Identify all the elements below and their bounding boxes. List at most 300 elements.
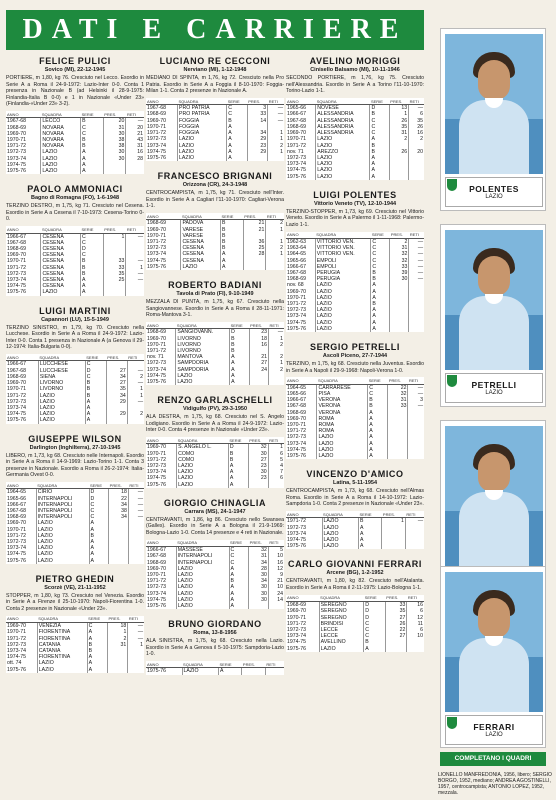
table-cell: — [137, 508, 143, 514]
sticker-card-1[interactable] [440, 28, 546, 211]
table-cell: 1968-69 [146, 560, 176, 566]
table-row [146, 379, 284, 385]
table-cell: A [229, 584, 249, 590]
table-cell: 27 [106, 380, 127, 386]
player-block [6, 574, 144, 673]
table-cell [103, 289, 126, 295]
player-block [286, 559, 424, 651]
table-cell: 1974-75 [146, 149, 178, 155]
table-header-row [286, 98, 424, 105]
table-cell: B [220, 220, 243, 227]
table-cell: 1967-68 [146, 553, 176, 559]
table-cell: 2 [280, 142, 283, 149]
table-cell: 1969-70 [286, 130, 316, 136]
table-cell: C [368, 391, 388, 397]
table-cell: A [230, 354, 249, 360]
table-cell: 31 [388, 397, 408, 403]
table-cell: A [368, 422, 388, 428]
table-header: ANNO [6, 226, 41, 233]
table-cell: B [85, 380, 106, 386]
player-name: PIETRO GHEDIN [35, 573, 115, 584]
table-cell: 1975-76 [286, 543, 322, 549]
table-cell: B [87, 648, 107, 654]
table-cell: 1972-73 [6, 539, 36, 545]
table-cell: 5 [280, 456, 283, 463]
player-birth: Vittorio Veneto (TV), 12-10-1944 [313, 200, 397, 207]
player-bio: TERZINO DESTRO, m 1,75, kg 71. Cresciuto nel Cesena. Esordio in Serie A a Cesena il 7-10-1973: Cesena-Torino 0-0. [6, 203, 144, 223]
table-row [286, 239, 424, 246]
table-cell: LAZIO [41, 168, 81, 174]
table-cell: 1969-70 [286, 608, 319, 614]
player-bio: ALA SINISTRA, m 1,75, kg 68. Cresciuto nella Lazio. Esordio in Serie A a Genova il 5-10-1975: Sampdoria-Lazio 1-0. [146, 638, 284, 658]
table-cell: ott. 74 [6, 660, 37, 666]
table-cell: 1975-76 [286, 174, 316, 180]
table-cell: nov. 68 [286, 282, 315, 288]
career-table [146, 437, 284, 488]
table-cell: 20 [103, 118, 126, 125]
table-cell: D [364, 602, 386, 609]
table-cell: 1973-74 [146, 251, 181, 257]
table-cell: — [417, 276, 423, 283]
table-cell: PERUGIA [315, 276, 371, 282]
table-cell: 1970-71 [6, 258, 41, 264]
table-cell: 26 [385, 621, 407, 627]
table-cell: C [370, 124, 389, 130]
table-cell: FOGGIA [178, 130, 227, 136]
table-cell: 34 [247, 130, 267, 136]
player-birth: Ascoli Piceno, 27-7-1944 [322, 353, 388, 360]
table-row [6, 623, 144, 630]
table-cell: 2 [140, 373, 143, 380]
table-cell [265, 668, 284, 675]
table-cell: B [85, 393, 106, 399]
table-cell: LAZIO [317, 447, 368, 453]
table-cell: 1975-76 [6, 667, 37, 673]
table-header: RETI [266, 213, 284, 220]
table-cell: A [89, 527, 109, 533]
complete-banner: COMPLETANO I QUADRI [440, 752, 546, 766]
table-cell: 28 [243, 251, 266, 257]
table-header: SQUADRA [41, 226, 81, 233]
table-row [6, 289, 144, 295]
table-cell: 1966-67 [6, 502, 36, 508]
table-cell: CESENA [181, 239, 221, 245]
table-cell: 1972-73 [146, 463, 177, 469]
table-header: ANNO [286, 595, 319, 602]
table-header: ANNO [286, 98, 316, 105]
table-cell: 1967-68 [6, 240, 41, 246]
table-cell: 1974-75 [146, 475, 177, 481]
table-cell [405, 543, 424, 549]
table-cell: ALESSANDRIA [316, 130, 370, 136]
table-header: RETI [126, 111, 144, 118]
table-header: RETI [268, 98, 284, 105]
table-cell: LAZIO [178, 136, 227, 142]
table-cell: 1974-75 [146, 597, 176, 603]
table-cell: LAZIO [36, 533, 89, 539]
table-cell: 1971-72 [146, 348, 176, 354]
table-cell: 1 [140, 264, 143, 271]
table-cell: 1965-66 [286, 258, 315, 264]
table-cell: ALESSANDRIA [316, 124, 370, 130]
table-cell: 1973-74 [146, 143, 178, 149]
table-cell: 1 [103, 233, 126, 240]
table-header: PRES. [389, 98, 408, 105]
table-cell: FIORENTINA [37, 629, 87, 635]
player-birth: Cinisello Balsamo (MI), 10-11-1946 [310, 67, 400, 73]
table-cell: D [370, 105, 389, 112]
table-cell: 35 [106, 386, 127, 392]
table-cell: LAZIO [176, 584, 229, 590]
table-cell [389, 174, 408, 180]
table-header: PRES. [385, 595, 407, 602]
table-header-row [286, 232, 424, 239]
table-cell: 21 [243, 227, 266, 233]
table-cell: FIORENTINA [37, 636, 87, 642]
player-block [146, 171, 284, 270]
table-header: SERIE [227, 98, 247, 105]
table-cell: PERUGIA [315, 270, 371, 276]
table-cell: 1969-70 [6, 623, 37, 630]
table-cell: A [371, 326, 390, 332]
table-cell: 2 [280, 245, 283, 252]
table-cell: 1972-73 [6, 149, 41, 155]
table-cell: 31 [137, 143, 143, 150]
table-cell [269, 379, 284, 385]
table-cell: B [368, 403, 388, 409]
table-cell: B [220, 245, 243, 251]
table-cell [106, 417, 127, 423]
table-cell: 1969-70 [6, 520, 36, 526]
career-table [146, 322, 284, 385]
table-cell: 1 [140, 392, 143, 399]
table-row [6, 417, 144, 423]
table-cell: COMO [177, 451, 229, 457]
table-cell: 1968-69 [6, 514, 36, 520]
table-cell: — [417, 270, 423, 277]
table-cell: 1967-68 [286, 270, 315, 276]
table-cell: A [229, 572, 249, 578]
table-header: PRES. [382, 511, 405, 518]
table-header-row [146, 322, 284, 329]
table-cell: A [368, 453, 388, 459]
career-table [6, 354, 144, 424]
table-header: ANNO [146, 661, 182, 668]
table-cell: A [218, 668, 241, 675]
table-cell: 1965-66 [286, 391, 317, 397]
table-cell: 33 [103, 265, 126, 271]
table-cell: LAZIO [178, 143, 227, 149]
table-cell: D [89, 496, 109, 502]
table-cell: A [368, 410, 388, 416]
column-2 [146, 56, 284, 685]
player-birth: Tavola di Prato (FI), 9-10-1949 [176, 291, 254, 298]
table-header: SQUADRA [36, 482, 89, 489]
table-cell: LIVORNO [38, 380, 85, 386]
table-cell: A [87, 660, 107, 666]
table-cell: SAMPDORIA [176, 367, 230, 373]
table-cell: 10 [417, 633, 423, 640]
table-cell: 6 [420, 626, 423, 633]
table-cell: LIVORNO [176, 336, 230, 342]
table-cell: A [81, 149, 104, 155]
player-bio: MEDIANO DI SPINTA, m 1,76, kg 72. Cresciuto nella Pro Patria. Esordio in Serie A a Foggia il 8-10-1970: Foggia-Milan 1-1. Conta 2 presenze in Nazionale A. [146, 75, 284, 95]
table-cell: A [85, 399, 106, 405]
table-row [146, 668, 284, 675]
table-cell: 27 [385, 633, 407, 639]
table-cell: C [85, 374, 106, 380]
table-cell: C [370, 130, 389, 136]
table-cell: LECCE [319, 627, 364, 633]
table-cell: A [227, 155, 247, 161]
table-cell: 1970-71 [6, 527, 36, 533]
table-cell: — [137, 623, 143, 630]
table-cell: SEREGNO [319, 608, 364, 614]
table-cell: 1968-69 [286, 602, 319, 609]
table-cell: C [364, 621, 386, 627]
table-cell: 35 [385, 608, 407, 614]
table-cell: 1973-74 [146, 367, 176, 373]
table-cell: 1971-72 [6, 265, 41, 271]
table-cell: 31 [108, 642, 128, 648]
table-cell: 26 [389, 118, 408, 124]
table-cell: 1972-73 [286, 525, 322, 531]
table-cell: 1 [389, 111, 408, 117]
table-cell: 21 [277, 578, 283, 585]
table-cell: 12 [417, 614, 423, 621]
table-cell: 18 [109, 489, 129, 496]
table-cell: A [228, 475, 248, 481]
table-cell: A [358, 543, 381, 549]
table-header: PRES. [390, 232, 409, 239]
table-cell [109, 558, 129, 564]
table-header: SERIE [364, 595, 386, 602]
card-label [445, 177, 543, 207]
table-cell: B [371, 276, 390, 282]
sticker-card-2[interactable] [440, 224, 546, 407]
table-cell: LAZIO [316, 143, 370, 149]
table-cell: 2 [280, 366, 283, 373]
table-cell: 1 [280, 239, 283, 245]
table-cell: FOGGIA [178, 118, 227, 124]
table-cell: 35 [389, 124, 408, 130]
table-cell: 1970-71 [146, 572, 176, 578]
table-row [146, 547, 284, 554]
table-cell: 35 [417, 117, 423, 124]
career-table [286, 232, 424, 333]
table-cell: 30 [249, 597, 269, 603]
table-cell: — [277, 105, 283, 112]
table-header: PRES. [108, 616, 128, 623]
table-header: RETI [407, 595, 424, 602]
table-header: SERIE [218, 661, 241, 668]
table-row [146, 155, 284, 161]
table-header: SERIE [358, 511, 381, 518]
table-cell: 30 [103, 131, 126, 137]
player-bio: PORTIERE, m 1,80, kg 76. Cresciuto nel Lecco. Esordio in Serie A a Roma il 24-9-1972: Lazio-Inter 0-0. Conta 1 presenza in Nazionale B (ad Helsinki il 28-9-1975: Finlandia-Italia B 0-0) e 1 in Nazionale «Under 23» (Finlandia-«Under 23» 3-2). [6, 75, 144, 108]
table-cell: B [230, 342, 249, 348]
table-cell: CESENA [41, 240, 81, 246]
table-header-row [286, 377, 424, 384]
table-cell: A [227, 130, 247, 136]
player-block [6, 434, 144, 564]
table-cell: 1971-72 [6, 393, 38, 399]
table-cell: LAZIO [177, 482, 229, 488]
table-cell: B [228, 451, 248, 457]
table-cell: 23 [248, 463, 268, 469]
table-cell: A [81, 156, 104, 162]
table-cell: CESENA [41, 271, 81, 277]
table-cell: 1971-72 [146, 130, 178, 136]
table-cell: A [227, 149, 247, 155]
table-cell: LAZIO [322, 537, 358, 543]
table-cell: A [87, 636, 107, 642]
career-table [146, 98, 284, 161]
table-cell: NOVESE [316, 105, 370, 112]
table-cell: 39 [390, 270, 409, 276]
table-cell: 1969-70 [146, 227, 181, 233]
table-cell: 1 [280, 360, 283, 367]
table-header-row [286, 511, 424, 518]
table-cell: LAZIO [37, 667, 87, 673]
sticker-sidebar [430, 0, 556, 800]
table-cell [409, 326, 424, 332]
table-cell: 1967-68 [286, 403, 317, 409]
table-cell: B [81, 118, 104, 125]
table-cell: B [81, 143, 104, 149]
player-name: ROBERTO BADIANI [168, 280, 262, 291]
table-cell: EMPOLI [315, 264, 371, 270]
player-bio: CENTRAVANTI, m 1,86, kg 86. Cresciuto nello Swansea (Galles). Esordio in Serie A a Bologna il 21-9-1969: Bologna-Lazio 1-0. Conta 14 presenze e 4 reti in Nazionale. [146, 516, 284, 537]
table-cell: C [229, 553, 249, 559]
table-row [286, 518, 424, 525]
table-cell: INTERNAPOLI [36, 514, 89, 520]
table-cell: A [371, 307, 390, 313]
table-cell: C [368, 384, 388, 391]
table-cell: LAZIO [176, 597, 229, 603]
table-cell: LAZIO [38, 417, 85, 423]
table-cell: A [81, 168, 104, 174]
table-cell: 20 [137, 124, 143, 131]
table-cell: LAZIO [36, 558, 89, 564]
table-cell: C [371, 245, 390, 251]
table-header: SQUADRA [41, 111, 81, 118]
table-cell: VERONA [317, 410, 368, 416]
table-row [286, 105, 424, 112]
table-cell: — [137, 489, 143, 496]
table-cell: 1964-65 [6, 489, 36, 496]
table-cell: FOGGIA [178, 124, 227, 130]
lazio-badge-icon [447, 179, 457, 191]
table-cell: 1970-71 [146, 124, 178, 130]
table-cell: LAZIO [176, 566, 229, 572]
card-team: LAZIO [485, 390, 503, 396]
table-cell: 1970-71 [6, 629, 37, 635]
table-cell: A [358, 525, 381, 531]
table-cell: C [89, 514, 109, 520]
table-cell: 30 [248, 451, 268, 457]
table-cell: 33 [247, 111, 267, 117]
table-cell: 18 [108, 623, 128, 630]
table-cell: LAZIO [38, 405, 85, 411]
table-cell [249, 603, 269, 609]
table-cell: — [277, 111, 283, 118]
table-cell: 1970-71 [286, 295, 315, 301]
table-cell: 9 [280, 571, 283, 578]
table-cell: A [81, 162, 104, 168]
table-cell: B [227, 118, 247, 124]
table-row [6, 361, 144, 368]
table-cell: 1967-68 [6, 118, 41, 125]
career-table [286, 595, 424, 652]
sticker-card-4[interactable] [440, 566, 546, 748]
table-cell: 1974-75 [6, 551, 36, 557]
table-header-row [146, 661, 284, 668]
table-header-row [6, 354, 144, 361]
career-table [146, 540, 284, 610]
card-name: FERRARI [473, 722, 515, 732]
table-cell: — [417, 245, 423, 252]
table-cell: A [89, 539, 109, 545]
table-cell: C [370, 118, 389, 124]
table-cell: 34 [109, 502, 129, 508]
table-cell: 2 [140, 411, 143, 418]
table-cell: 1973-74 [146, 591, 176, 597]
table-cell: 2 [108, 636, 128, 642]
table-header: RETI [409, 98, 424, 105]
table-cell: — [417, 105, 423, 112]
table-cell: 35 [103, 271, 126, 277]
table-header: RETI [408, 377, 424, 384]
table-cell: — [137, 495, 143, 502]
table-row [6, 489, 144, 496]
table-cell: LAZIO [315, 289, 371, 295]
table-cell: LIVORNO [176, 342, 230, 348]
table-cell: COMO [177, 457, 229, 463]
table-cell: 1970-71 [286, 615, 319, 621]
table-cell: 1973-74 [146, 469, 177, 475]
career-table [6, 111, 144, 174]
table-cell [247, 155, 267, 161]
table-cell: CESENA [41, 258, 81, 264]
player-block [6, 306, 144, 424]
table-cell: 2 [390, 239, 409, 246]
table-cell: 21 [243, 220, 266, 227]
table-cell: 1969-70 [286, 416, 317, 422]
table-cell: VERONA [317, 403, 368, 409]
table-cell: 1974-75 [6, 411, 38, 417]
table-cell: NOVARA [41, 137, 81, 143]
table-cell: — [137, 380, 143, 387]
table-cell: VITTORIO VEN. [315, 239, 371, 246]
table-cell: 14 [247, 118, 267, 124]
table-cell: LAZIO [178, 149, 227, 155]
player-block [146, 56, 284, 161]
table-row [6, 118, 144, 125]
table-cell: 34 [249, 578, 269, 584]
table-cell: LAZIO [36, 551, 89, 557]
player-name: CARLO GIOVANNI FERRARI [287, 559, 423, 570]
table-cell: LAZIO [176, 572, 229, 578]
table-cell: 1966-67 [6, 361, 38, 368]
table-header: RETI [127, 354, 144, 361]
table-cell: LAZIO [316, 161, 370, 167]
player-birth: Arcene (BG), 1-2-1952 [326, 570, 384, 577]
career-table [146, 213, 284, 270]
table-cell: 26 [389, 149, 408, 155]
table-header: ANNO [146, 98, 178, 105]
table-cell: B [371, 301, 390, 307]
